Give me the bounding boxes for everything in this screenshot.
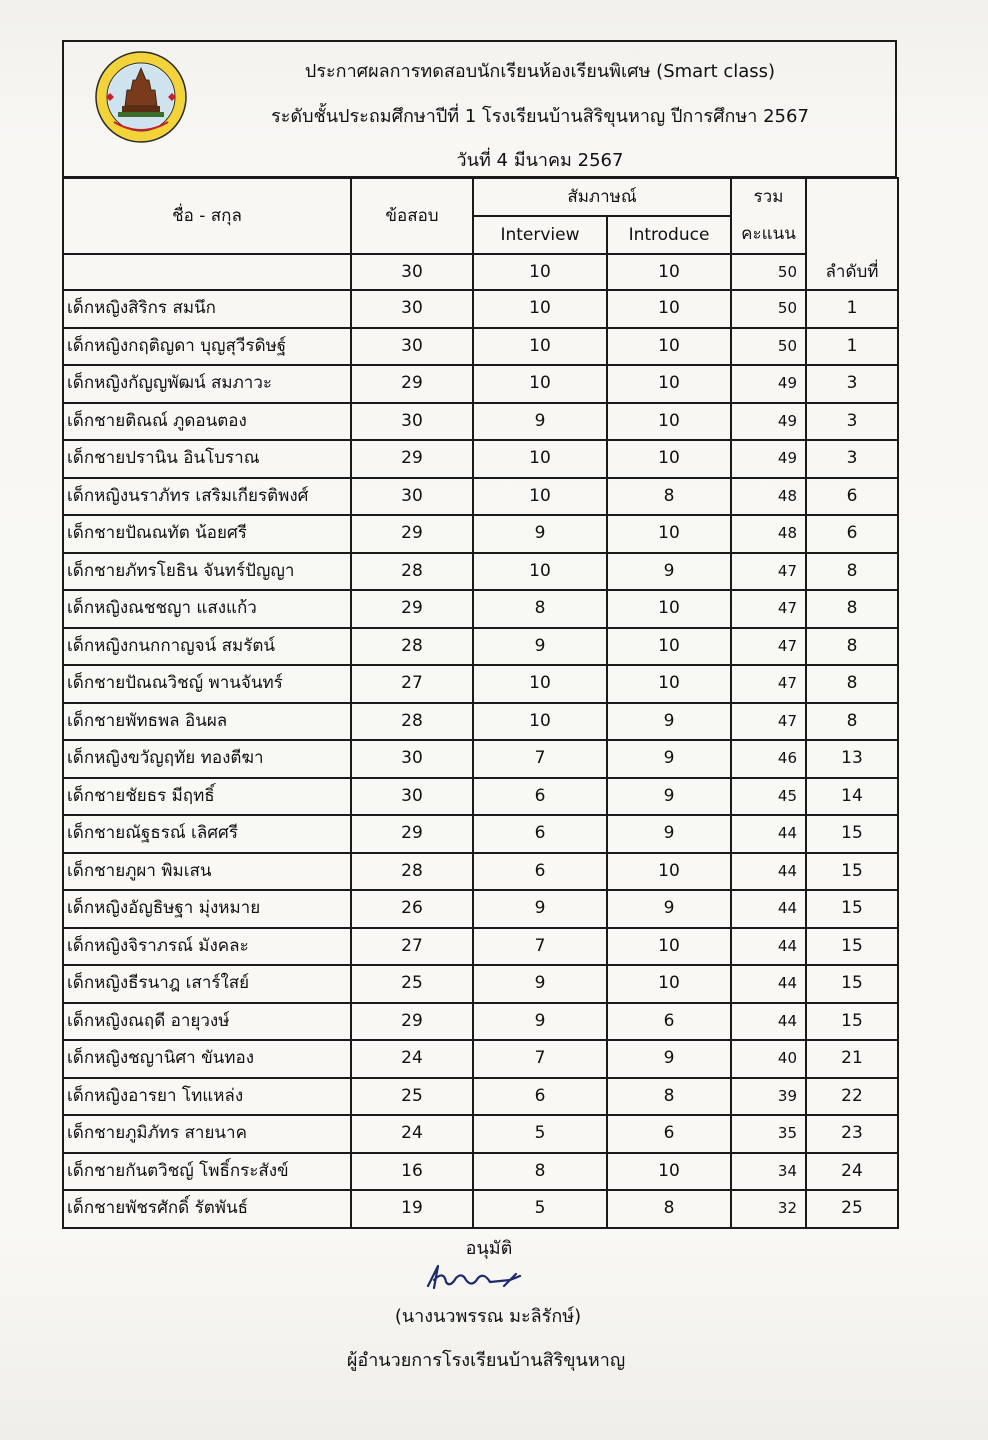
cell-rank: 13 [806, 740, 898, 778]
cell-interview: 9 [473, 403, 607, 441]
cell-introduce: 10 [607, 853, 731, 891]
max-exam: 30 [351, 254, 473, 290]
table-row [63, 928, 898, 966]
cell-interview: 10 [473, 440, 607, 478]
cell-total: 39 [731, 1078, 806, 1116]
cell-name: เด็กหญิงอารยา โทแหล่ง [63, 1078, 351, 1116]
cell-name: เด็กหญิงอัญธิษฐา มุ่งหมาย [63, 890, 351, 928]
cell-interview: 6 [473, 778, 607, 816]
max-introduce: 10 [607, 254, 731, 290]
cell-rank: 8 [806, 703, 898, 741]
cell-rank: 6 [806, 478, 898, 516]
cell-interview: 10 [473, 553, 607, 591]
table-row [63, 1115, 898, 1153]
cell-introduce: 10 [607, 440, 731, 478]
cell-total: 45 [731, 778, 806, 816]
cell-introduce: 10 [607, 515, 731, 553]
table-row [63, 515, 898, 553]
cell-rank: 25 [806, 1190, 898, 1228]
table-row [63, 628, 898, 666]
cell-exam: 25 [351, 965, 473, 1003]
cell-total: 48 [731, 478, 806, 516]
cell-exam: 19 [351, 1190, 473, 1228]
announcement-date: วันที่ 4 มีนาคม 2567 [456, 150, 624, 171]
cell-introduce: 10 [607, 590, 731, 628]
table-row [63, 665, 898, 703]
header-total-line2: คะแนน [731, 216, 806, 254]
cell-name: เด็กชายปรานิน อินโบราณ [63, 440, 351, 478]
table-row [63, 853, 898, 891]
cell-name: เด็กหญิงณชชญา แสงแก้ว [63, 590, 351, 628]
cell-introduce: 9 [607, 778, 731, 816]
cell-name: เด็กชายณัฐธรณ์ เลิศศรี [63, 815, 351, 853]
cell-introduce: 10 [607, 365, 731, 403]
cell-exam: 30 [351, 478, 473, 516]
cell-rank: 1 [806, 328, 898, 366]
cell-rank: 15 [806, 890, 898, 928]
cell-exam: 26 [351, 890, 473, 928]
cell-exam: 24 [351, 1040, 473, 1078]
cell-rank: 23 [806, 1115, 898, 1153]
cell-interview: 9 [473, 628, 607, 666]
cell-introduce: 8 [607, 1078, 731, 1116]
cell-rank: 15 [806, 928, 898, 966]
cell-total: 47 [731, 628, 806, 666]
cell-exam: 25 [351, 1078, 473, 1116]
cell-interview: 9 [473, 1003, 607, 1041]
cell-name: เด็กชายปัณณทัต น้อยศรี [63, 515, 351, 553]
signature-icon [420, 1258, 530, 1298]
cell-rank: 15 [806, 1003, 898, 1041]
cell-introduce: 9 [607, 1040, 731, 1078]
cell-introduce: 10 [607, 928, 731, 966]
cell-exam: 29 [351, 440, 473, 478]
table-row [63, 703, 898, 741]
cell-introduce: 10 [607, 290, 731, 328]
cell-introduce: 10 [607, 628, 731, 666]
cell-exam: 30 [351, 290, 473, 328]
cell-name: เด็กหญิงธีรนาฎ เสาร์ใสย์ [63, 965, 351, 1003]
announcement-subtitle: ระดับชั้นประถมศึกษาปีที่ 1 โรงเรียนบ้านสิริขุนหาญ ปีการศึกษา 2567 [271, 106, 809, 127]
cell-exam: 29 [351, 590, 473, 628]
cell-introduce: 8 [607, 1190, 731, 1228]
cell-total: 44 [731, 1003, 806, 1041]
cell-interview: 9 [473, 965, 607, 1003]
cell-interview: 5 [473, 1115, 607, 1153]
cell-name: เด็กหญิงชญานิศา ขันทอง [63, 1040, 351, 1078]
cell-exam: 27 [351, 928, 473, 966]
cell-total: 49 [731, 403, 806, 441]
approve-label: อนุมัติ [465, 1238, 513, 1259]
school-seal-icon [94, 50, 188, 144]
cell-exam: 29 [351, 1003, 473, 1041]
score-table [62, 177, 899, 1229]
header-exam: ข้อสอบ [351, 178, 473, 254]
cell-exam: 28 [351, 853, 473, 891]
cell-interview: 8 [473, 1153, 607, 1191]
cell-total: 32 [731, 1190, 806, 1228]
cell-exam: 24 [351, 1115, 473, 1153]
cell-interview: 6 [473, 1078, 607, 1116]
cell-total: 44 [731, 853, 806, 891]
cell-exam: 30 [351, 778, 473, 816]
cell-interview: 9 [473, 515, 607, 553]
cell-rank: 15 [806, 853, 898, 891]
cell-exam: 27 [351, 665, 473, 703]
table-row [63, 740, 898, 778]
cell-rank: 22 [806, 1078, 898, 1116]
cell-interview: 6 [473, 815, 607, 853]
cell-exam: 30 [351, 403, 473, 441]
cell-rank: 1 [806, 290, 898, 328]
table-row [63, 440, 898, 478]
cell-exam: 16 [351, 1153, 473, 1191]
cell-total: 44 [731, 815, 806, 853]
header-rank: ลำดับที่ [806, 178, 898, 290]
cell-name: เด็กชายพัทธพล อินผล [63, 703, 351, 741]
cell-introduce: 6 [607, 1115, 731, 1153]
cell-introduce: 9 [607, 553, 731, 591]
cell-rank: 3 [806, 440, 898, 478]
cell-rank: 21 [806, 1040, 898, 1078]
table-row [63, 290, 898, 328]
cell-name: เด็กชายพัชรศักดิ์ รัตพันธ์ [63, 1190, 351, 1228]
cell-total: 47 [731, 553, 806, 591]
cell-interview: 10 [473, 665, 607, 703]
cell-rank: 3 [806, 403, 898, 441]
cell-interview: 10 [473, 290, 607, 328]
table-row [63, 1190, 898, 1228]
cell-exam: 29 [351, 815, 473, 853]
cell-interview: 6 [473, 853, 607, 891]
cell-rank: 6 [806, 515, 898, 553]
cell-name: เด็กหญิงขวัญฤทัย ทองตีฆา [63, 740, 351, 778]
table-row [63, 365, 898, 403]
table-row [63, 478, 898, 516]
cell-name: เด็กชายปัณณวิชญ์ พานจันทร์ [63, 665, 351, 703]
table-row [63, 590, 898, 628]
header-introduce: Introduce [607, 216, 731, 254]
cell-introduce: 6 [607, 1003, 731, 1041]
cell-name: เด็กชายภูมิภัทร สายนาค [63, 1115, 351, 1153]
cell-introduce: 10 [607, 403, 731, 441]
cell-name: เด็กชายชัยธร มีฤทธิ์ [63, 778, 351, 816]
cell-total: 40 [731, 1040, 806, 1078]
cell-name: เด็กหญิงกนกกาญจน์ สมรัตน์ [63, 628, 351, 666]
cell-total: 47 [731, 590, 806, 628]
table-row [63, 328, 898, 366]
table-row [63, 1078, 898, 1116]
table-row [63, 778, 898, 816]
cell-total: 47 [731, 665, 806, 703]
cell-introduce: 10 [607, 965, 731, 1003]
cell-name: เด็กหญิงจิราภรณ์ มังคละ [63, 928, 351, 966]
cell-interview: 8 [473, 590, 607, 628]
cell-name: เด็กชายกันตวิชญ์ โพธิ์กระสังข์ [63, 1153, 351, 1191]
header-name: ชื่อ - สกุล [63, 178, 351, 254]
cell-total: 44 [731, 890, 806, 928]
cell-introduce: 8 [607, 478, 731, 516]
max-interview: 10 [473, 254, 607, 290]
cell-rank: 24 [806, 1153, 898, 1191]
table-row [63, 965, 898, 1003]
cell-exam: 29 [351, 515, 473, 553]
cell-exam: 28 [351, 703, 473, 741]
cell-introduce: 9 [607, 703, 731, 741]
table-row [63, 553, 898, 591]
cell-name: เด็กชายติณณ์ ภูดอนตอง [63, 403, 351, 441]
cell-rank: 8 [806, 590, 898, 628]
cell-total: 49 [731, 365, 806, 403]
cell-introduce: 10 [607, 328, 731, 366]
cell-name: เด็กหญิงสิริกร สมนึก [63, 290, 351, 328]
cell-name: เด็กหญิงนราภัทร เสริมเกียรติพงศ์ [63, 478, 351, 516]
cell-interview: 5 [473, 1190, 607, 1228]
cell-rank: 8 [806, 628, 898, 666]
table-row [63, 1040, 898, 1078]
cell-name: เด็กหญิงกัญญพัฒน์ สมภาวะ [63, 365, 351, 403]
cell-total: 35 [731, 1115, 806, 1153]
cell-rank: 15 [806, 965, 898, 1003]
cell-interview: 10 [473, 478, 607, 516]
cell-interview: 10 [473, 365, 607, 403]
max-total: 50 [731, 254, 806, 290]
table-row [63, 403, 898, 441]
cell-interview: 10 [473, 328, 607, 366]
cell-rank: 8 [806, 665, 898, 703]
cell-interview: 7 [473, 740, 607, 778]
cell-total: 34 [731, 1153, 806, 1191]
cell-exam: 30 [351, 328, 473, 366]
cell-exam: 30 [351, 740, 473, 778]
cell-name: เด็กชายภูผา พิมเสน [63, 853, 351, 891]
cell-interview: 9 [473, 890, 607, 928]
header-interview: Interview [473, 216, 607, 254]
cell-introduce: 9 [607, 890, 731, 928]
cell-total: 50 [731, 328, 806, 366]
cell-exam: 28 [351, 553, 473, 591]
cell-exam: 29 [351, 365, 473, 403]
table-row [63, 815, 898, 853]
cell-rank: 15 [806, 815, 898, 853]
cell-total: 44 [731, 965, 806, 1003]
table-row [63, 1153, 898, 1191]
cell-exam: 28 [351, 628, 473, 666]
cell-introduce: 9 [607, 815, 731, 853]
header-name-spacer [63, 254, 351, 290]
cell-total: 46 [731, 740, 806, 778]
cell-interview: 10 [473, 703, 607, 741]
table-row [63, 890, 898, 928]
cell-total: 48 [731, 515, 806, 553]
signer-name: (นางนวพรรณ มะลิรักษ์) [394, 1306, 582, 1327]
header-total-line1: รวม [731, 178, 806, 216]
cell-total: 44 [731, 928, 806, 966]
cell-introduce: 10 [607, 665, 731, 703]
cell-rank: 3 [806, 365, 898, 403]
cell-rank: 14 [806, 778, 898, 816]
announcement-title: ประกาศผลการทดสอบนักเรียนห้องเรียนพิเศษ (Smart class) [304, 61, 776, 82]
cell-total: 49 [731, 440, 806, 478]
cell-total: 50 [731, 290, 806, 328]
header-interview-group: สัมภาษณ์ [473, 178, 731, 216]
cell-name: เด็กชายภัทรโยธิน จันทร์ปัญญา [63, 553, 351, 591]
cell-rank: 8 [806, 553, 898, 591]
cell-interview: 7 [473, 1040, 607, 1078]
cell-name: เด็กหญิงกฤติญดา บุญสุวีรดิษฐ์ [63, 328, 351, 366]
cell-interview: 7 [473, 928, 607, 966]
cell-introduce: 10 [607, 1153, 731, 1191]
signer-title: ผู้อำนวยการโรงเรียนบ้านสิริขุนหาญ [346, 1350, 626, 1371]
cell-introduce: 9 [607, 740, 731, 778]
cell-total: 47 [731, 703, 806, 741]
cell-name: เด็กหญิงณฤดี อายุวงษ์ [63, 1003, 351, 1041]
table-row [63, 1003, 898, 1041]
